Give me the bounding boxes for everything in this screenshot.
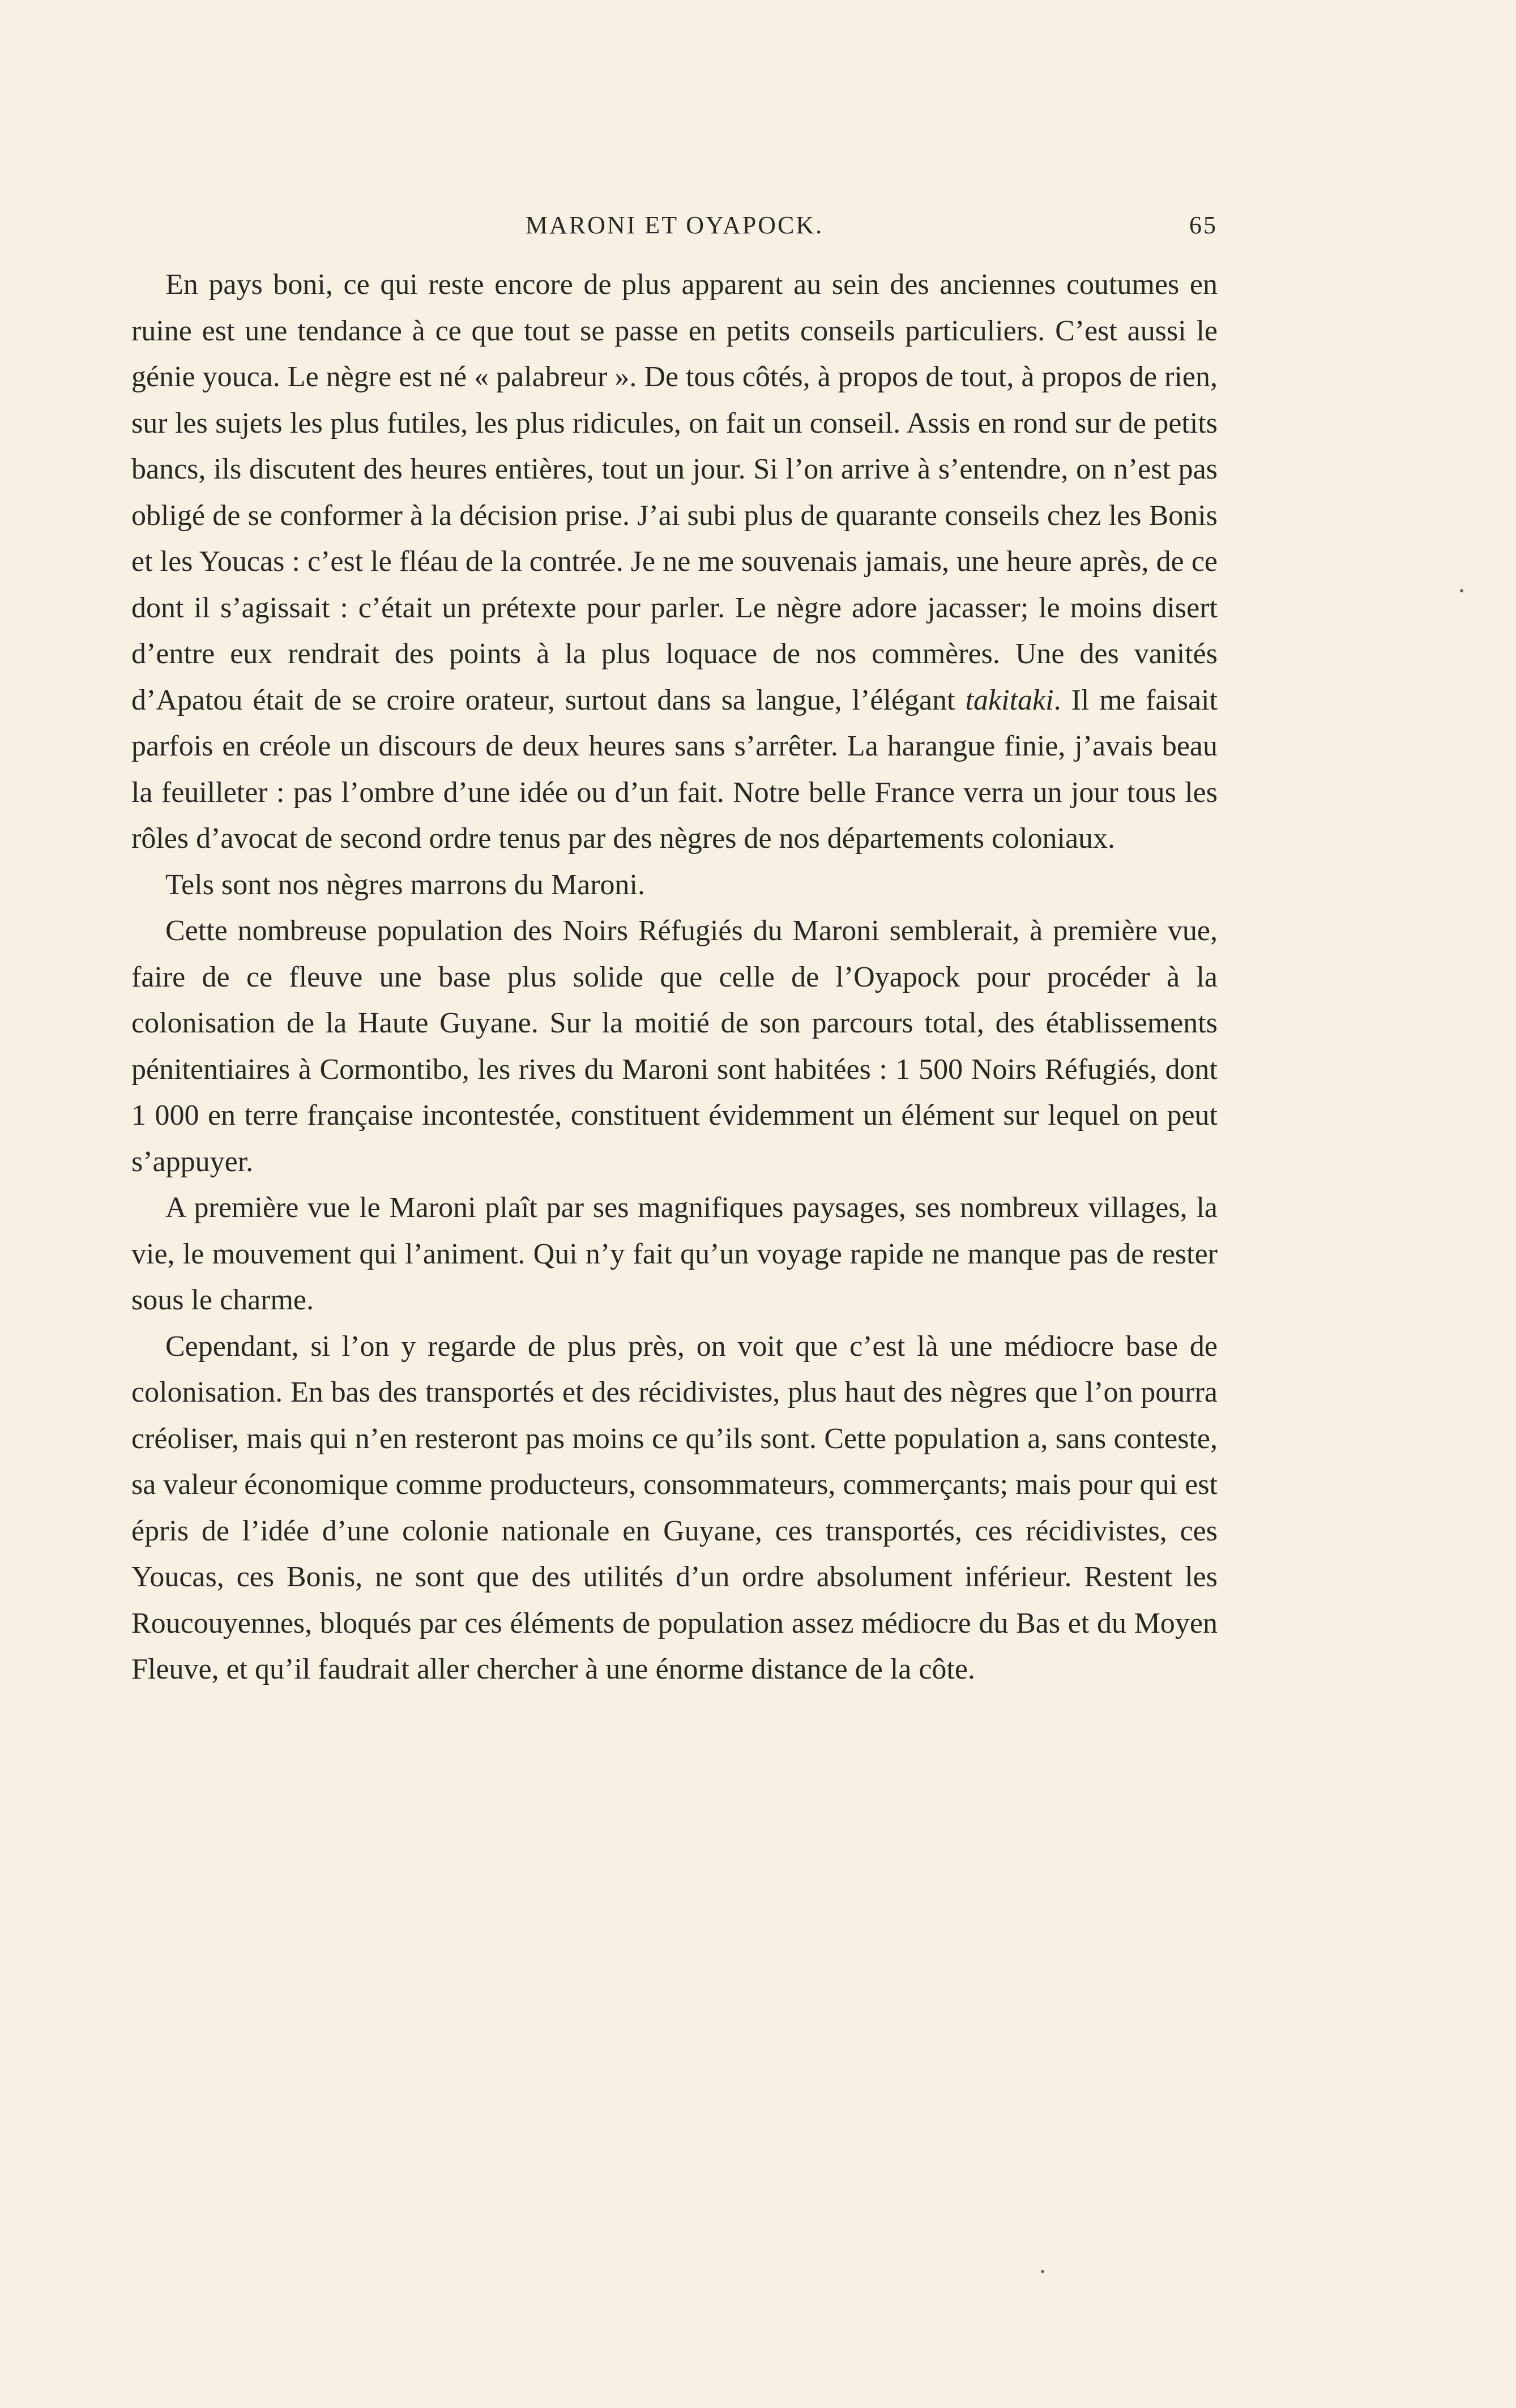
paragraph-text: Cependant, si l’on y regarde de plus près, on voit que c’est là une médiocre base de colonisation. En bas des transportés et des récidivistes, plus haut des nègres que l’on pourra créoliser, mais qui n’en resteront pas moins ce qu’ils sont. Cette population a, sans conteste, sa valeur économique comme producteurs, consommateurs, commerçants; mais pour qui est épris de l’idée d’une colonie nationale en Guyane, ces transportés, ces récidivistes, ces Youcas, ces Bonis, ne sont que des utilités d’un ordre absolument inférieur. Restent les Roucouyennes, bloqués par ces éléments de population assez médiocre du Bas et du Moyen Fleuve, et qu’il faudrait aller chercher à une énorme distance de la côte. <box>131 1330 1218 1685</box>
running-head-title: MARONI ET OYAPOCK. <box>525 211 824 239</box>
paragraph-text: Cette nombreuse population des Noirs Réfugiés du Maroni semblerait, à première vue, faire de ce fleuve une base plus solide que celle de l’Oyapock pour procéder à la colonisation de la Haute Guyane. Sur la moitié de son parcours total, des établissements pénitentiaires à Cormontibo, les rives du Maroni sont habitées : 1 500 Noirs Réfugiés, dont 1 000 en terre française incontestée, constituent évidemment un élément sur lequel on peut s’appuyer. <box>131 915 1218 1178</box>
paragraph-text: En pays boni, ce qui reste encore de plus apparent au sein des anciennes coutumes en ruine est une tendance à ce que tout se passe en petits conseils particuliers. C’est aussi le génie youca. Le nègre est né « palabreur ». De tous côtés, à propos de tout, à propos de rien, sur les sujets les plus futiles, les plus ridicules, on fait un conseil. Assis en rond sur de petits bancs, ils discutent des heures entières, tout un jour. Si l’on arrive à s’entendre, on n’est pas obligé de se conformer à la décision prise. J’ai subi plus de quarante conseils chez les Bonis et les Youcas : c’est le fléau de la contrée. Je ne me souvenais jamais, une heure après, de ce dont il s’agissait : c’était un prétexte pour parler. Le nègre adore jacasser; le moins disert d’entre eux rendrait des points à la plus loquace de nos commères. Une des vanités d’Apatou était de se croire orateur, surtout dans sa langue, l’élégant <box>131 268 1218 716</box>
paragraph <box>131 862 1218 908</box>
book-page <box>131 211 1218 1693</box>
paragraph-text: Tels sont nos nègres marrons du Maroni. <box>165 868 646 901</box>
italic-term: takitaki <box>965 684 1054 716</box>
running-head <box>131 211 1218 251</box>
page-number: 65 <box>1189 211 1218 239</box>
paragraph <box>131 262 1218 862</box>
paragraph-text: A première vue le Maroni plaît par ses magnifiques paysages, ses nombreux villages, la vie, le mouvement qui l’animent. Qui n’y fait qu’un voyage rapide ne manque pas de rester sous le charme. <box>131 1192 1218 1316</box>
paper-speck <box>1460 589 1463 592</box>
paragraph <box>131 908 1218 1185</box>
paragraph-text: . Il me faisait parfois en créole un discours de deux heures sans s’arrêter. La harangue finie, j’avais beau la feuilleter : pas l’ombre d’une idée ou d’un fait. Notre belle France verra un jour tous les rôles d’avocat de second ordre tenus par des nègres de nos départements coloniaux. <box>131 684 1218 855</box>
paragraph <box>131 1323 1218 1693</box>
paragraph <box>131 1185 1218 1323</box>
body-text <box>131 262 1218 1693</box>
paper-speck <box>1041 2270 1044 2273</box>
